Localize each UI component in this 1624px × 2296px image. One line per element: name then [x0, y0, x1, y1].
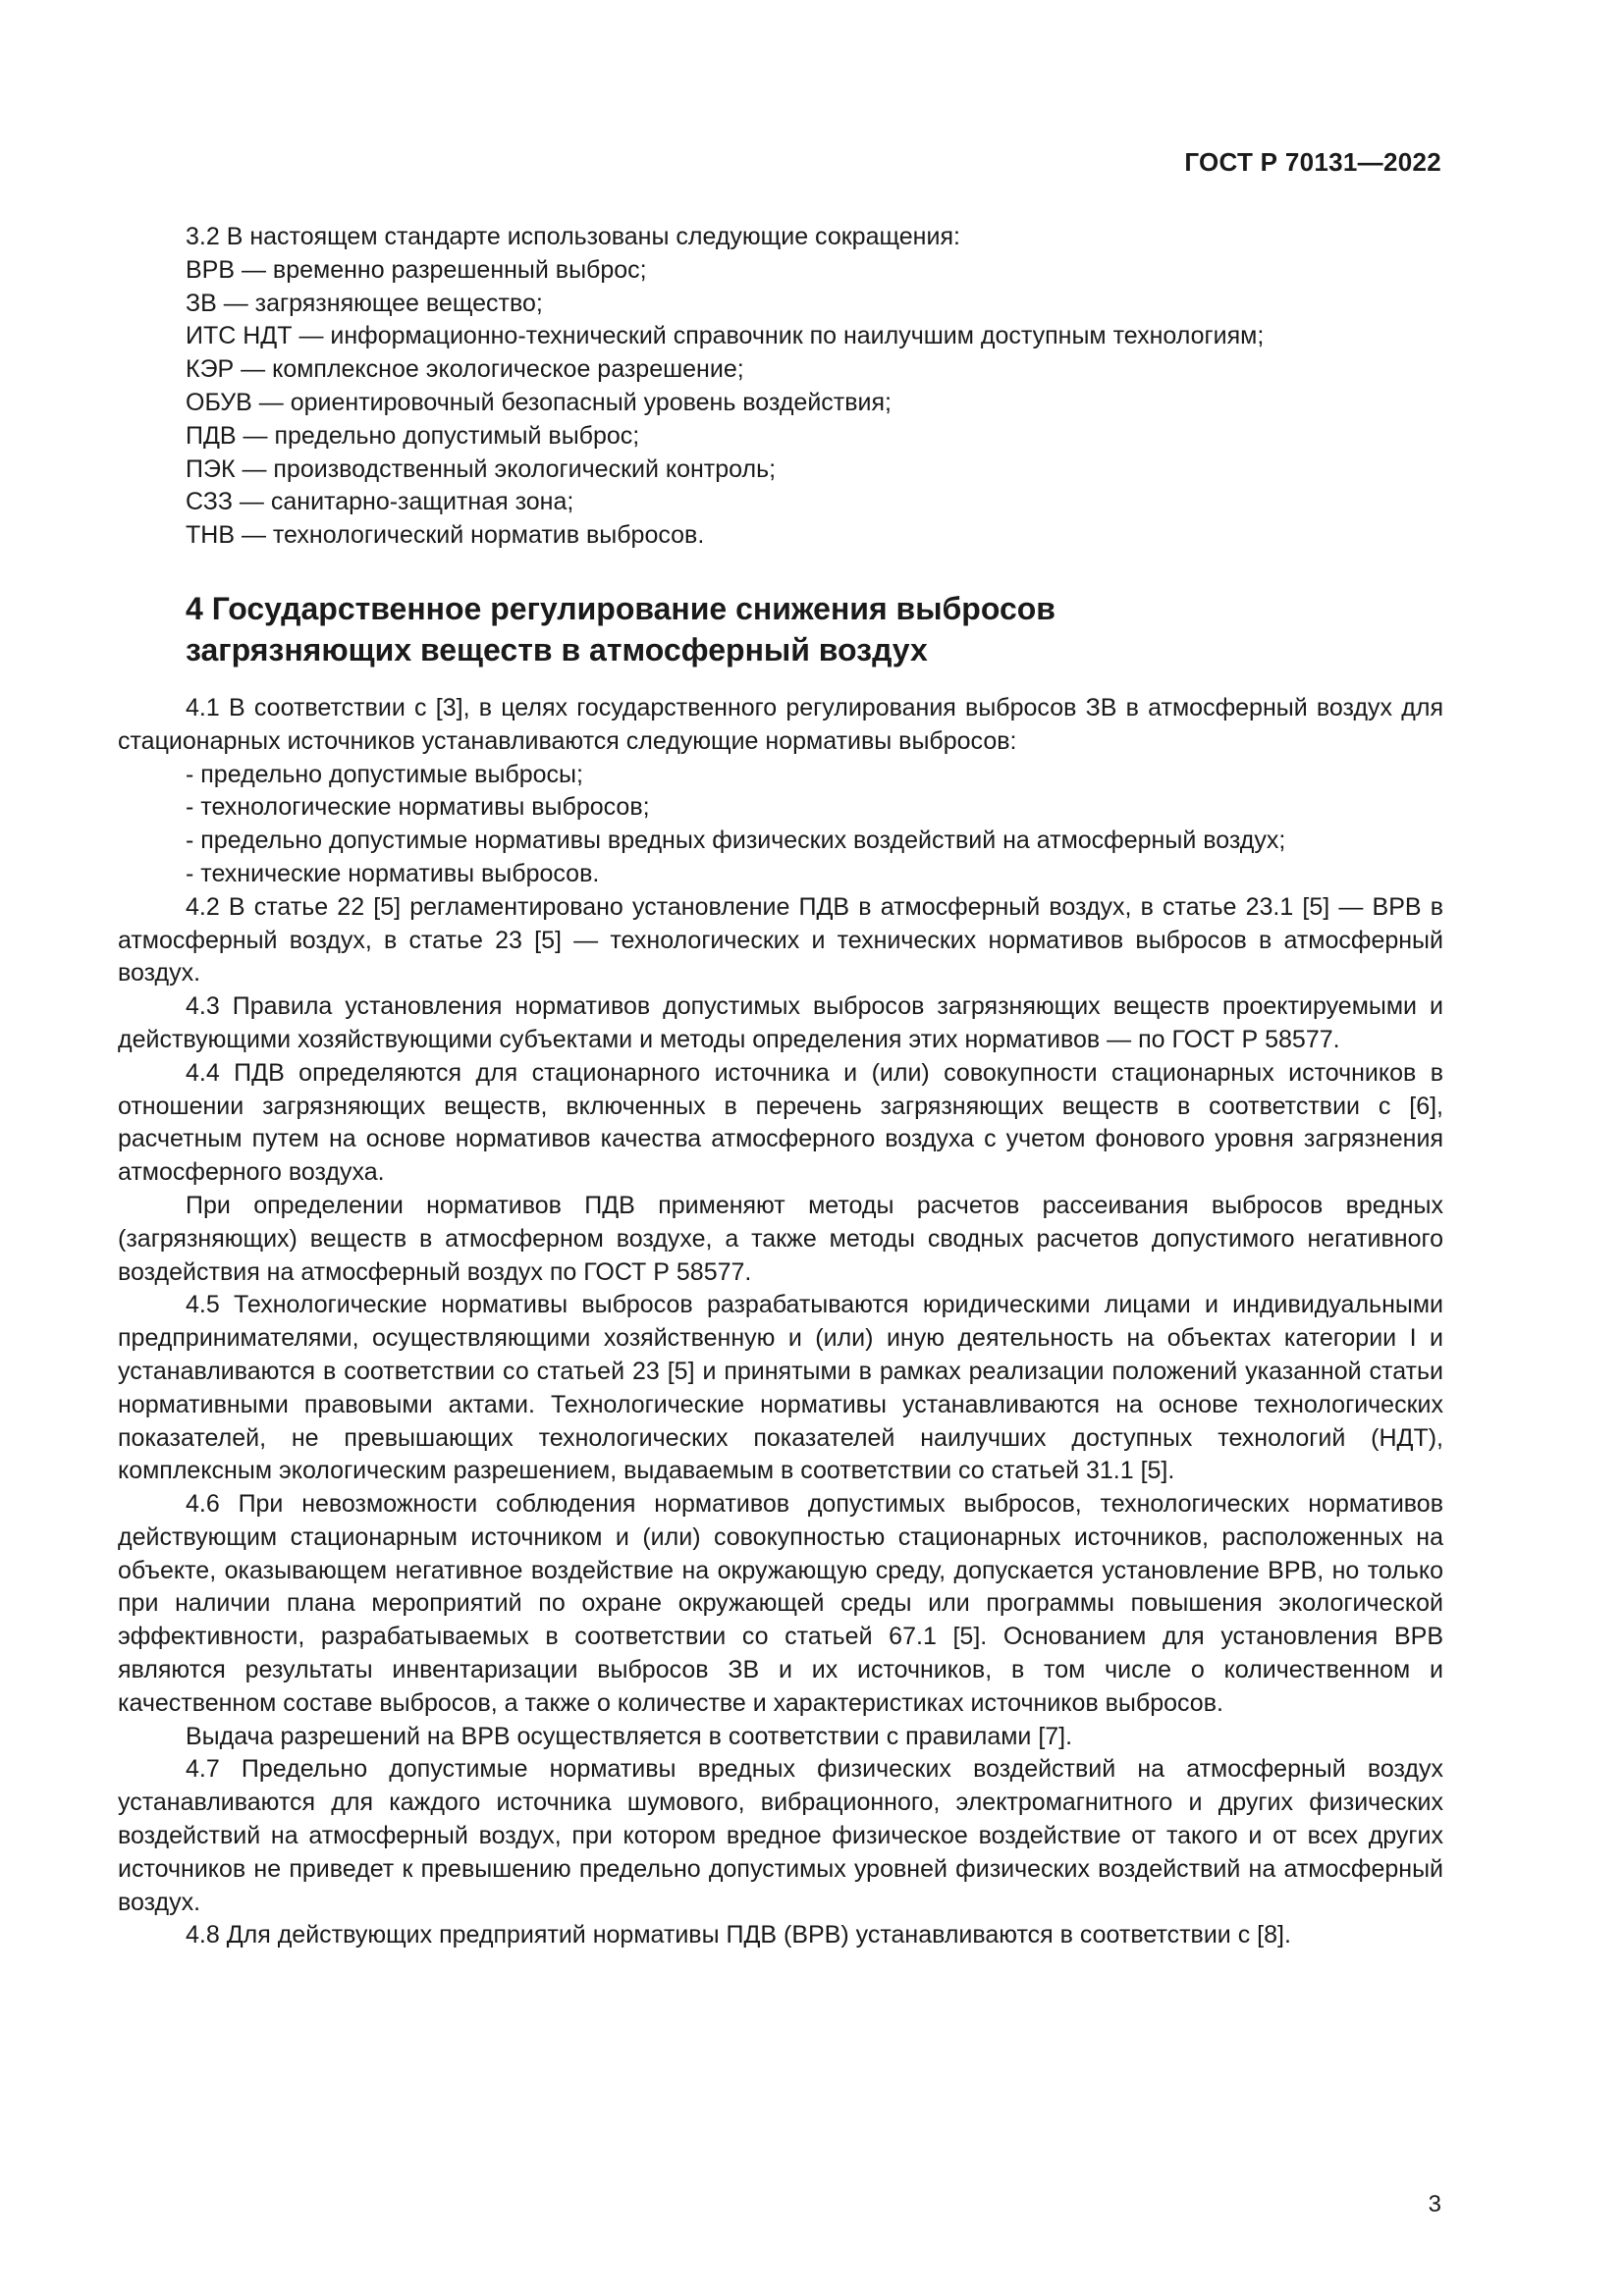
paragraph-4-1: 4.1 В соответствии с [3], в целях государственного регулирования выбросов ЗВ в атмосферный воздух для стационарных источников устанавливаются следующие нормативы выбросов: — [118, 693, 1443, 755]
abbreviation-item: ЗВ — загрязняющее вещество; — [186, 289, 543, 317]
abbreviation-item: ОБУВ — ориентировочный безопасный уровень воздействия; — [186, 388, 892, 416]
paragraph-4-6: 4.6 При невозможности соблюдения нормативов допустимых выбросов, технологических нормативов действующим стационарным источником и (или) совокупностью стационарных источников, расположенных на объекте, оказывающем негативное воздействие на окружающую среду, допускается установление ВРВ, но только при наличии плана мероприятий по охране окружающей среды или программы повышения экологической эффективности, разрабатываемых в соответствии со статьей 67.1 [5]. Основанием для установления ВРВ являются результаты инвентаризации выбросов ЗВ и их источников, в том числе о количественном и качественном составе выбросов, а также о количестве и характеристиках источников выбросов. — [118, 1490, 1443, 1717]
section-heading-line-1: 4 Государственное регулирование снижения выбросов — [186, 590, 1056, 626]
page-number: 3 — [1428, 2191, 1441, 2217]
paragraph-4-4-continued: При определении нормативов ПДВ применяют методы расчетов рассеивания выбросов вредных (загрязняющих) веществ в атмосферном воздухе, а также методы сводных расчетов допустимого негативного воздействия на атмосферный воздух по ГОСТ Р 58577. — [118, 1191, 1443, 1286]
abbreviation-item: ПЭК — производственный экологический контроль; — [186, 454, 777, 483]
paragraph-4-7: 4.7 Предельно допустимые нормативы вредных физических воздействий на атмосферный воздух устанавливаются для каждого источника шумового, вибрационного, электромагнитного и других физических воздействий на атмосферный воздух, при котором вредное физическое воздействие от такого и от всех других источников не приведет к превышению предельно допустимых уровней физических воздействий на атмосферный воздух. — [118, 1755, 1443, 1916]
paragraph-4-8: 4.8 Для действующих предприятий нормативы ПДВ (ВРВ) устанавливаются в соответствии с [8]. — [186, 1921, 1291, 1949]
abbreviation-item: КЭР — комплексное экологическое разрешение; — [186, 355, 744, 384]
section-heading-line-2: загрязняющих веществ в атмосферный воздух — [186, 631, 928, 667]
abbreviation-item: СЗЗ — санитарно-защитная зона; — [186, 488, 574, 516]
abbreviation-item: ТНВ — технологический норматив выбросов. — [186, 521, 705, 550]
list-item: - предельно допустимые выбросы; — [186, 760, 583, 788]
paragraph-4-4: 4.4 ПДВ определяются для стационарного источника и (или) совокупности стационарных источников в отношении загрязняющих веществ, включенных в перечень загрязняющих веществ в соответствии с [6], расчетным путем на основе нормативов качества атмосферного воздуха с учетом фонового уровня загрязнения атмосферного воздуха. — [118, 1058, 1443, 1187]
abbreviations-intro: 3.2 В настоящем стандарте использованы следующие сокращения: — [186, 223, 960, 250]
list-item: - предельно допустимые нормативы вредных физических воздействий на атмосферный воздух; — [186, 827, 1286, 855]
paragraph-4-2: 4.2 В статье 22 [5] регламентировано установление ПДВ в атмосферный воздух, в статье 23.1 [5] — ВРВ в атмосферный воздух, в статье 23 [5] — технологических и технических нормативов выбросов в атмосферный воздух. — [118, 892, 1443, 988]
paragraph-4-6-continued: Выдача разрешений на ВРВ осуществляется в соответствии с правилами [7]. — [186, 1722, 1073, 1750]
list-item: - технические нормативы выбросов. — [186, 859, 600, 887]
abbreviation-item: ВРВ — временно разрешенный выброс; — [186, 255, 647, 284]
abbreviations-list — [118, 221, 1443, 553]
paragraph-4-5: 4.5 Технологические нормативы выбросов разрабатываются юридическими лицами и индивидуальными предпринимателями, осуществляющими хозяйственную и (или) иную деятельность на объектах категории I и устанавливаются в соответствии со статьей 23 [5] и принятыми в рамках реализации положений указанной статьи нормативными правовыми актами. Технологические нормативы устанавливаются на основе технологических показателей, не превышающих технологических показателей наилучших доступных технологий (НДТ), комплексным экологическим разрешением, выдаваемым в соответствии со статьей 31.1 [5]. — [118, 1291, 1443, 1485]
abbreviation-item: ИТС НДТ — информационно-технический справочник по наилучшим доступным технологиям; — [186, 322, 1265, 350]
list-item: - технологические нормативы выбросов; — [186, 793, 650, 822]
document-code: ГОСТ Р 70131—2022 — [1184, 147, 1441, 177]
paragraph-4-3: 4.3 Правила установления нормативов допустимых выбросов загрязняющих веществ проектируемыми и действующими хозяйствующими субъектами и методы определения этих нормативов — по ГОСТ Р 58577. — [118, 992, 1443, 1053]
norms-list — [118, 759, 1443, 891]
abbreviation-item: ПДВ — предельно допустимый выброс; — [186, 421, 640, 450]
page-content — [118, 221, 1443, 1952]
section-heading — [118, 588, 1443, 670]
